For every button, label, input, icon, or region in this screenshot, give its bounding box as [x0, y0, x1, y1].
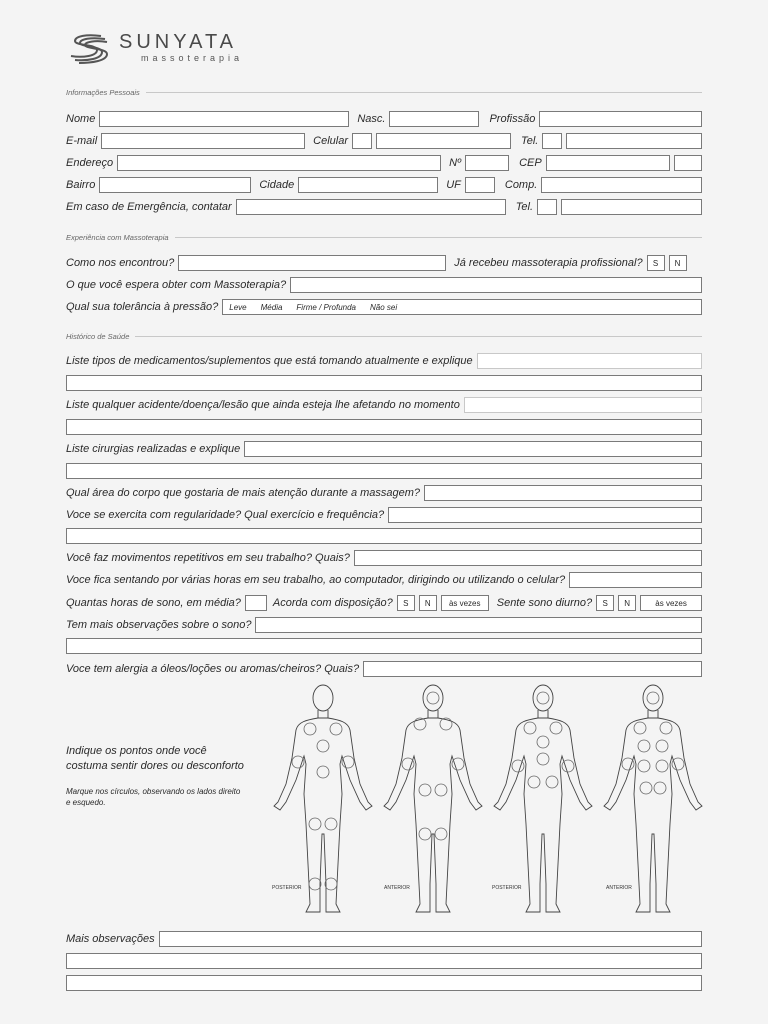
- nome-input[interactable]: [99, 111, 349, 127]
- numero-label: Nº: [449, 157, 462, 169]
- tol-nao-sei[interactable]: Não sei: [370, 302, 398, 312]
- pain-point-circle[interactable]: [304, 723, 316, 735]
- acorda-as-vezes[interactable]: às vezes: [441, 595, 489, 611]
- pain-point-circle[interactable]: [640, 782, 652, 794]
- pain-point-circle[interactable]: [427, 692, 439, 704]
- area-label: Qual área do corpo que gostaria de mais atenção durante a massagem?: [66, 487, 421, 499]
- tol-media[interactable]: Média: [260, 302, 283, 312]
- nome-label: Nome: [66, 113, 96, 125]
- celular-label: Celular: [313, 135, 349, 147]
- section-health: Histórico de Saúde: [66, 331, 702, 341]
- figure-label: POSTERIOR: [492, 885, 522, 891]
- alergia-label: Voce tem alergia a óleos/loções ou aromas/cheiros? Quais?: [66, 663, 360, 675]
- espera-label: O que você espera obter com Massoterapia?: [66, 279, 287, 291]
- profissao-input[interactable]: [539, 111, 702, 127]
- pain-point-circle[interactable]: [656, 740, 668, 752]
- mais-obs-input-line2[interactable]: [66, 953, 702, 969]
- ja-recebeu-nao[interactable]: N: [669, 255, 687, 271]
- body-note: Marque nos círculos, observando os lados direito e esquedo.: [66, 787, 241, 807]
- pain-point-circle[interactable]: [317, 740, 329, 752]
- row-email: [66, 132, 702, 150]
- tel2-label: Tel.: [515, 201, 534, 213]
- row-obs-sono: [66, 616, 702, 634]
- tel2-input[interactable]: [561, 199, 702, 215]
- diurno-sim[interactable]: S: [596, 595, 614, 611]
- mais-obs-input[interactable]: [159, 931, 702, 947]
- pain-point-circle[interactable]: [435, 784, 447, 796]
- pain-point-circle[interactable]: [622, 758, 634, 770]
- body-figure-anterior-2: [604, 685, 702, 912]
- row-repetitivos: [66, 549, 702, 567]
- uf-label: UF: [446, 179, 461, 191]
- body-figure-posterior-1: [274, 685, 372, 912]
- acorda-label: Acorda com disposição?: [272, 597, 393, 609]
- tolerancia-label: Qual sua tolerância à pressão?: [66, 301, 219, 313]
- mais-obs-input-line3[interactable]: [66, 975, 702, 991]
- pain-point-circle[interactable]: [634, 722, 646, 734]
- acidente-input-line2[interactable]: [66, 419, 702, 435]
- sono-label: Quantas horas de sono, em média?: [66, 597, 241, 609]
- row-nome: [66, 110, 702, 128]
- cep-input[interactable]: [546, 155, 670, 171]
- tel-label: Tel.: [521, 135, 539, 147]
- sunyata-logo-icon: [67, 32, 109, 64]
- bairro-label: Bairro: [66, 179, 96, 191]
- diurno-as-vezes[interactable]: às vezes: [640, 595, 702, 611]
- pain-point-circle[interactable]: [309, 818, 321, 830]
- exercita-input-line2[interactable]: [66, 528, 702, 544]
- body-figures: [268, 684, 708, 925]
- comp-input[interactable]: [541, 177, 702, 193]
- tol-leve[interactable]: Leve: [229, 302, 247, 312]
- numero-input[interactable]: [465, 155, 509, 171]
- pain-point-circle[interactable]: [528, 776, 540, 788]
- figure-label: ANTERIOR: [606, 885, 632, 891]
- como-input[interactable]: [178, 255, 446, 271]
- cep-suffix-input[interactable]: [674, 155, 702, 171]
- diurno-nao[interactable]: N: [618, 595, 636, 611]
- endereco-label: Endereço: [66, 157, 114, 169]
- cidade-input[interactable]: [298, 177, 438, 193]
- pain-point-circle[interactable]: [419, 784, 431, 796]
- row-como: [66, 254, 702, 272]
- como-label: Como nos encontrou?: [66, 257, 175, 269]
- brand-subtitle: massoterapia: [141, 53, 244, 63]
- section-experience: Experiência com Massoterapia: [66, 232, 702, 242]
- area-input[interactable]: [424, 485, 702, 501]
- body-figure-posterior-2: [494, 685, 592, 912]
- obs-sono-input[interactable]: [255, 617, 702, 633]
- figure-label: ANTERIOR: [384, 885, 410, 891]
- celular-input[interactable]: [376, 133, 511, 149]
- mais-obs-label: Mais observações: [66, 933, 155, 945]
- pain-point-circle[interactable]: [512, 760, 524, 772]
- brand-name: SUNYATA: [119, 31, 238, 53]
- row-alergia: [66, 660, 702, 678]
- exercita-input[interactable]: [388, 507, 702, 523]
- pain-point-circle[interactable]: [435, 828, 447, 840]
- row-emergencia: [66, 198, 702, 216]
- acorda-nao[interactable]: N: [419, 595, 437, 611]
- sentado-input[interactable]: [569, 572, 702, 588]
- tol-firme[interactable]: Firme / Profunda: [296, 302, 356, 312]
- alergia-input[interactable]: [363, 661, 702, 677]
- uf-input[interactable]: [465, 177, 495, 193]
- tel-input[interactable]: [566, 133, 702, 149]
- email-input[interactable]: [101, 133, 305, 149]
- acidente-label: Liste qualquer acidente/doença/lesão que ainda esteja lhe afetando no momento: [66, 399, 460, 411]
- ja-recebeu-sim[interactable]: S: [647, 255, 665, 271]
- pain-point-circle[interactable]: [317, 766, 329, 778]
- body-figure-anterior-1: [384, 685, 482, 912]
- celular-ddd-input[interactable]: [352, 133, 372, 149]
- exercita-label: Voce se exercita com regularidade? Qual exercício e frequência?: [66, 509, 385, 521]
- nasc-label: Nasc.: [357, 113, 386, 125]
- pain-point-circle[interactable]: [452, 758, 464, 770]
- body-map-instructions: [66, 744, 246, 808]
- medicamentos-input-line2[interactable]: [66, 375, 702, 391]
- pain-point-circle[interactable]: [325, 818, 337, 830]
- tel-ddd-input[interactable]: [542, 133, 562, 149]
- pain-point-circle[interactable]: [537, 753, 549, 765]
- pain-point-circle[interactable]: [647, 692, 659, 704]
- medicamentos-input[interactable]: [477, 353, 702, 369]
- row-area: [66, 484, 702, 502]
- bairro-input[interactable]: [99, 177, 251, 193]
- body-question: Indique os pontos onde você costuma sentir dores ou desconforto: [66, 745, 244, 772]
- row-espera: [66, 276, 702, 294]
- obs-sono-input-line2[interactable]: [66, 638, 702, 654]
- row-sono: [66, 594, 702, 612]
- emergencia-input[interactable]: [236, 199, 506, 215]
- pain-point-circle[interactable]: [562, 760, 574, 772]
- cirurgias-input[interactable]: [244, 441, 702, 457]
- ja-recebeu-label: Já recebeu massoterapia profissional?: [454, 257, 643, 269]
- medicamentos-label: Liste tipos de medicamentos/suplementos que está tomando atualmente e explique: [66, 355, 473, 367]
- espera-input[interactable]: [290, 277, 702, 293]
- row-medicamentos: [66, 352, 702, 370]
- pain-point-circle[interactable]: [656, 760, 668, 772]
- profissao-label: Profissão: [489, 113, 536, 125]
- pain-point-circle[interactable]: [419, 828, 431, 840]
- cirurgias-label: Liste cirurgias realizadas e explique: [66, 443, 241, 455]
- emergencia-label: Em caso de Emergência, contatar: [66, 201, 232, 213]
- pain-point-circle[interactable]: [672, 758, 684, 770]
- sono-horas-input[interactable]: [245, 595, 267, 611]
- figure-label: POSTERIOR: [272, 885, 302, 891]
- pain-point-circle[interactable]: [638, 740, 650, 752]
- repetitivos-input[interactable]: [354, 550, 702, 566]
- row-acidente: [66, 396, 702, 414]
- row-sentado: [66, 571, 702, 589]
- pain-point-circle[interactable]: [524, 722, 536, 734]
- pain-point-circle[interactable]: [638, 760, 650, 772]
- sentado-label: Voce fica sentando por várias horas em seu trabalho, ao computador, dirigindo ou utilizando o celular?: [66, 574, 566, 586]
- repetitivos-label: Você faz movimentos repetitivos em seu trabalho? Quais?: [66, 552, 350, 564]
- pain-point-circle[interactable]: [546, 776, 558, 788]
- row-tolerancia: [66, 298, 702, 316]
- comp-label: Comp.: [504, 179, 538, 191]
- tolerancia-options: [222, 299, 702, 315]
- cidade-label: Cidade: [259, 179, 295, 191]
- acidente-input[interactable]: [464, 397, 702, 413]
- pain-point-circle[interactable]: [660, 722, 672, 734]
- pain-point-circle[interactable]: [325, 878, 337, 890]
- row-exercita: [66, 506, 702, 524]
- cep-label: CEP: [519, 157, 542, 169]
- row-bairro: [66, 176, 702, 194]
- pain-point-circle[interactable]: [330, 723, 342, 735]
- section-personal: Informações Pessoais: [66, 87, 702, 97]
- obs-sono-label: Tem mais observações sobre o sono?: [66, 619, 252, 631]
- email-label: E-mail: [66, 135, 98, 147]
- row-mais-obs: [66, 930, 702, 948]
- brand-logo: [67, 32, 243, 64]
- pain-point-circle[interactable]: [537, 692, 549, 704]
- row-cirurgias: [66, 440, 702, 458]
- cirurgias-input-line2[interactable]: [66, 463, 702, 479]
- pain-point-circle[interactable]: [309, 878, 321, 890]
- endereco-input[interactable]: [117, 155, 441, 171]
- pain-point-circle[interactable]: [402, 758, 414, 770]
- pain-point-circle[interactable]: [550, 722, 562, 734]
- acorda-sim[interactable]: S: [397, 595, 415, 611]
- pain-point-circle[interactable]: [654, 782, 666, 794]
- nasc-input[interactable]: [389, 111, 479, 127]
- diurno-label: Sente sono diurno?: [496, 597, 593, 609]
- row-endereco: [66, 154, 702, 172]
- tel2-ddd-input[interactable]: [537, 199, 557, 215]
- pain-point-circle[interactable]: [537, 736, 549, 748]
